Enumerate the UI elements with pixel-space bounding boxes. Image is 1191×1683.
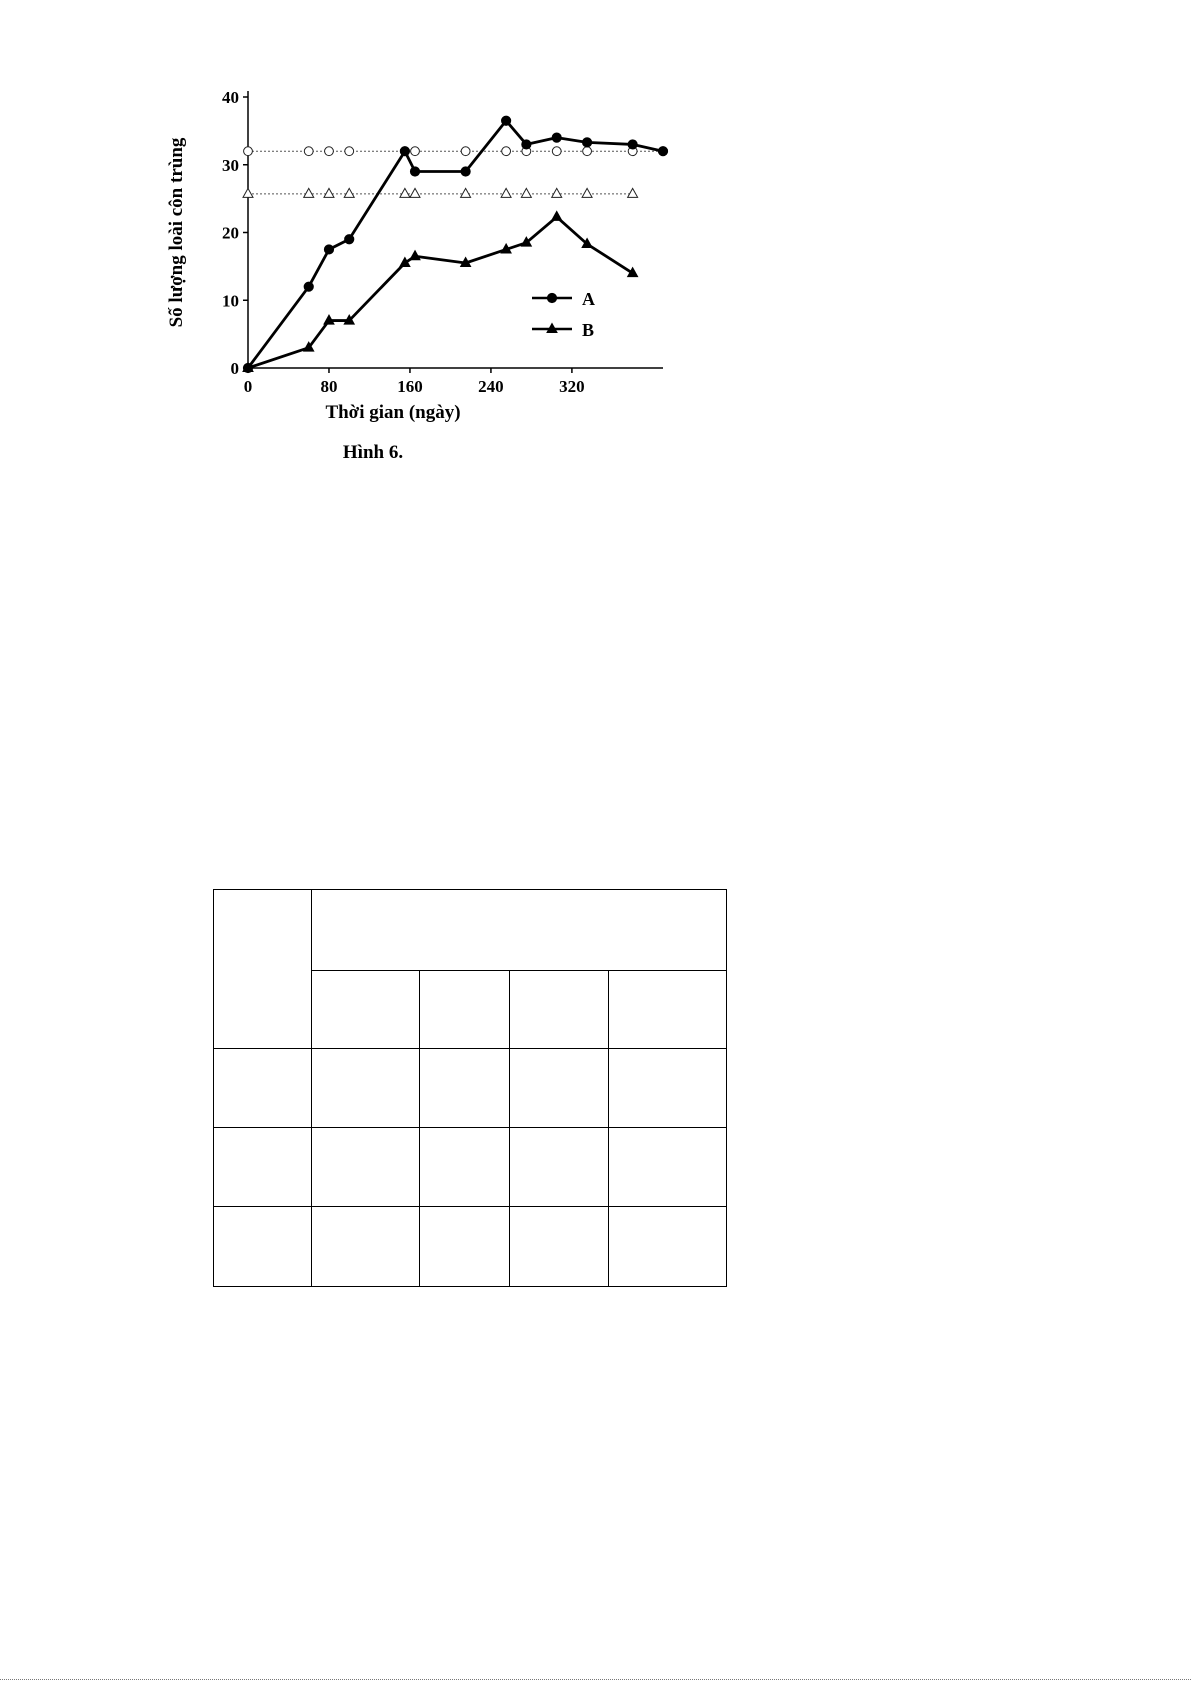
table-cell — [510, 1049, 609, 1128]
table-header-cell — [312, 971, 420, 1049]
series-a-point — [522, 140, 531, 149]
x-tick-label: 240 — [478, 377, 504, 396]
reference-series-open-circle-point — [304, 147, 313, 156]
table-header-cell — [420, 971, 510, 1049]
table-cell — [420, 1128, 510, 1207]
table-header-cell — [609, 971, 727, 1049]
y-tick-label: 20 — [222, 223, 239, 243]
reference-series-open-triangle-point — [552, 188, 562, 197]
table-corner-cell — [214, 890, 312, 1049]
line-chart — [150, 70, 690, 490]
x-tick-label: 160 — [397, 377, 423, 396]
table-cell — [214, 1128, 312, 1207]
series-a-point — [461, 167, 470, 176]
series-a-point — [400, 147, 409, 156]
y-tick-label: 0 — [230, 359, 239, 378]
table-cell — [510, 1128, 609, 1207]
reference-series-open-circle-point — [325, 147, 334, 156]
series-a-point — [552, 133, 561, 142]
series-a-point — [658, 147, 667, 156]
table-cell — [609, 1207, 727, 1287]
table-row — [214, 1128, 727, 1207]
figure-6 — [150, 70, 690, 490]
y-tick-label: 40 — [222, 88, 239, 107]
table-cell — [312, 1128, 420, 1207]
y-tick-label: 10 — [222, 291, 239, 311]
series-b-point — [552, 211, 562, 220]
x-tick-label: 320 — [559, 377, 585, 396]
table-cell — [420, 1049, 510, 1128]
table-cell — [312, 1049, 420, 1128]
table-group-header-cell — [312, 890, 727, 971]
series-a-point — [582, 138, 591, 147]
x-axis-label: Thời gian (ngày) — [325, 402, 461, 423]
series-b-point — [410, 251, 420, 260]
reference-series-open-triangle-point — [461, 188, 471, 197]
reference-series-open-circle-point — [583, 147, 592, 156]
table-cell — [420, 1207, 510, 1287]
reference-series-open-circle-point — [411, 147, 420, 156]
table-header-cell — [510, 971, 609, 1049]
series-a-point — [304, 282, 313, 291]
table-cell — [214, 1207, 312, 1287]
table-cell — [312, 1207, 420, 1287]
reference-series-open-triangle-point — [324, 188, 334, 197]
series-a-point — [345, 235, 354, 244]
series-a-point — [410, 167, 419, 176]
legend-label-a: A — [582, 289, 595, 309]
table-cell — [609, 1128, 727, 1207]
series-a-point — [502, 116, 511, 125]
table-row — [214, 1049, 727, 1128]
table-row — [214, 1207, 727, 1287]
series-a-point — [324, 245, 333, 254]
figure-caption: Hình 6. — [342, 442, 404, 463]
table-cell — [609, 1049, 727, 1128]
legend-marker-a — [547, 293, 556, 302]
series-a-line — [248, 121, 663, 368]
x-tick-label: 0 — [243, 377, 253, 396]
x-tick-label: 80 — [320, 377, 338, 396]
reference-series-open-triangle-point — [521, 188, 531, 197]
reference-series-open-triangle-point — [400, 188, 410, 197]
reference-series-open-circle-point — [461, 147, 470, 156]
legend-label-b: B — [582, 320, 595, 340]
reference-series-open-triangle-point — [628, 188, 638, 197]
reference-series-open-triangle-point — [501, 188, 511, 197]
reference-series-open-triangle-point — [243, 188, 253, 197]
reference-series-open-triangle-point — [344, 188, 354, 197]
reference-series-open-circle-point — [552, 147, 561, 156]
reference-series-open-circle-point — [502, 147, 511, 156]
page-bottom-rule — [0, 1679, 1191, 1682]
y-axis-label: Số lượng loài côn trùng — [166, 137, 187, 328]
series-a-point — [628, 140, 637, 149]
reference-series-open-circle-point — [244, 147, 253, 156]
empty-data-table — [213, 889, 727, 1287]
table-cell — [510, 1207, 609, 1287]
reference-series-open-triangle-point — [410, 188, 420, 197]
reference-series-open-circle-point — [345, 147, 354, 156]
table-cell — [214, 1049, 312, 1128]
reference-series-open-triangle-point — [582, 188, 592, 197]
reference-series-open-triangle-point — [304, 188, 314, 197]
y-tick-label: 30 — [222, 155, 239, 175]
